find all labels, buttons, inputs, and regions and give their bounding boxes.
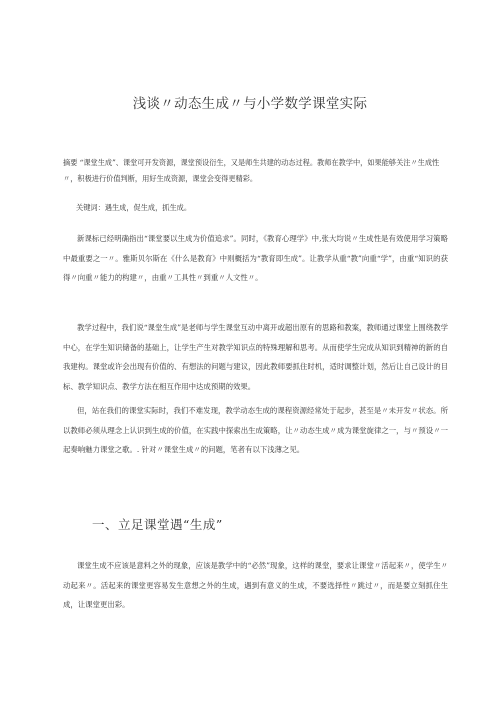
body-paragraph: 新课标已经明确指出“课堂要以生成为价值追求”。同时，《教育心理学》中,张大均说〃生成性是有效使用学习策略中最重要之一〃。雅斯贝尔斯在《什么是教育》中则概括为“教育即生成”。让教学从重“教”向重“学”，由重“知识的获得〃向重〃能力的构建〃，由重〃工具性〃到重〃人文性〃。	[63, 234, 448, 283]
keywords: 关键词：遇生成，促生成，抓生成。	[76, 203, 192, 212]
document-title: 浅谈〃动态生成〃与小学数学课堂实际	[132, 96, 368, 112]
abstract: 摘要 “课堂生成”、课堂可开发资源，课堂预设衍生，又是师生共建的动态过程。教师在教学中，如果能够关注〃生成性〃，积极进行价值判断，用好生成资源，课堂会变得更精彩。	[63, 158, 440, 183]
body-paragraph: 但，站在我们的课堂实际时，我们不难发现，教学动态生成的课程资源经常处于起步，甚至是〃未开发〃状态。所以教师必须从理念上认识到生成的价值，在实践中探索出生成策略，让〃动态生成〃成为课堂旋律之一，与〃预设〃一起奏响魅力课堂之歌。. 针对〃课堂生成〃的问题，笔者有以下浅薄之见。	[63, 406, 448, 455]
section-heading: 一、立足课堂遇“生成”	[92, 517, 223, 532]
body-paragraph: 教学过程中，我们说“课堂生成”是老师与学生课堂互动中离开或超出原有的思路和教案，教师通过课堂上围绕教学中心，在学生知识储备的基础上，让学生产生对教学知识点的特殊理解和思考。从而使学生完成从知识到精神的新的自我建构。课堂或许会出现有价值的、有想法的问题与建议，因此教师要抓住时机，适时调整计划，然后让自己设计的目标、教学知识点、教学方法在相互作用中达成预期的效果。	[63, 323, 448, 391]
section-paragraph: 课堂生成不应该是意料之外的现象，应该是教学中的“必然”现象，这样的课堂，要求让课堂〃活起来〃，使学生〃动起来〃。活起来的课堂更容易发生意想之外的生成，遇到有意义的生成，不要选择性〃跳过〃，而是要立刻抓住生成，让课堂更出彩。	[63, 561, 448, 610]
